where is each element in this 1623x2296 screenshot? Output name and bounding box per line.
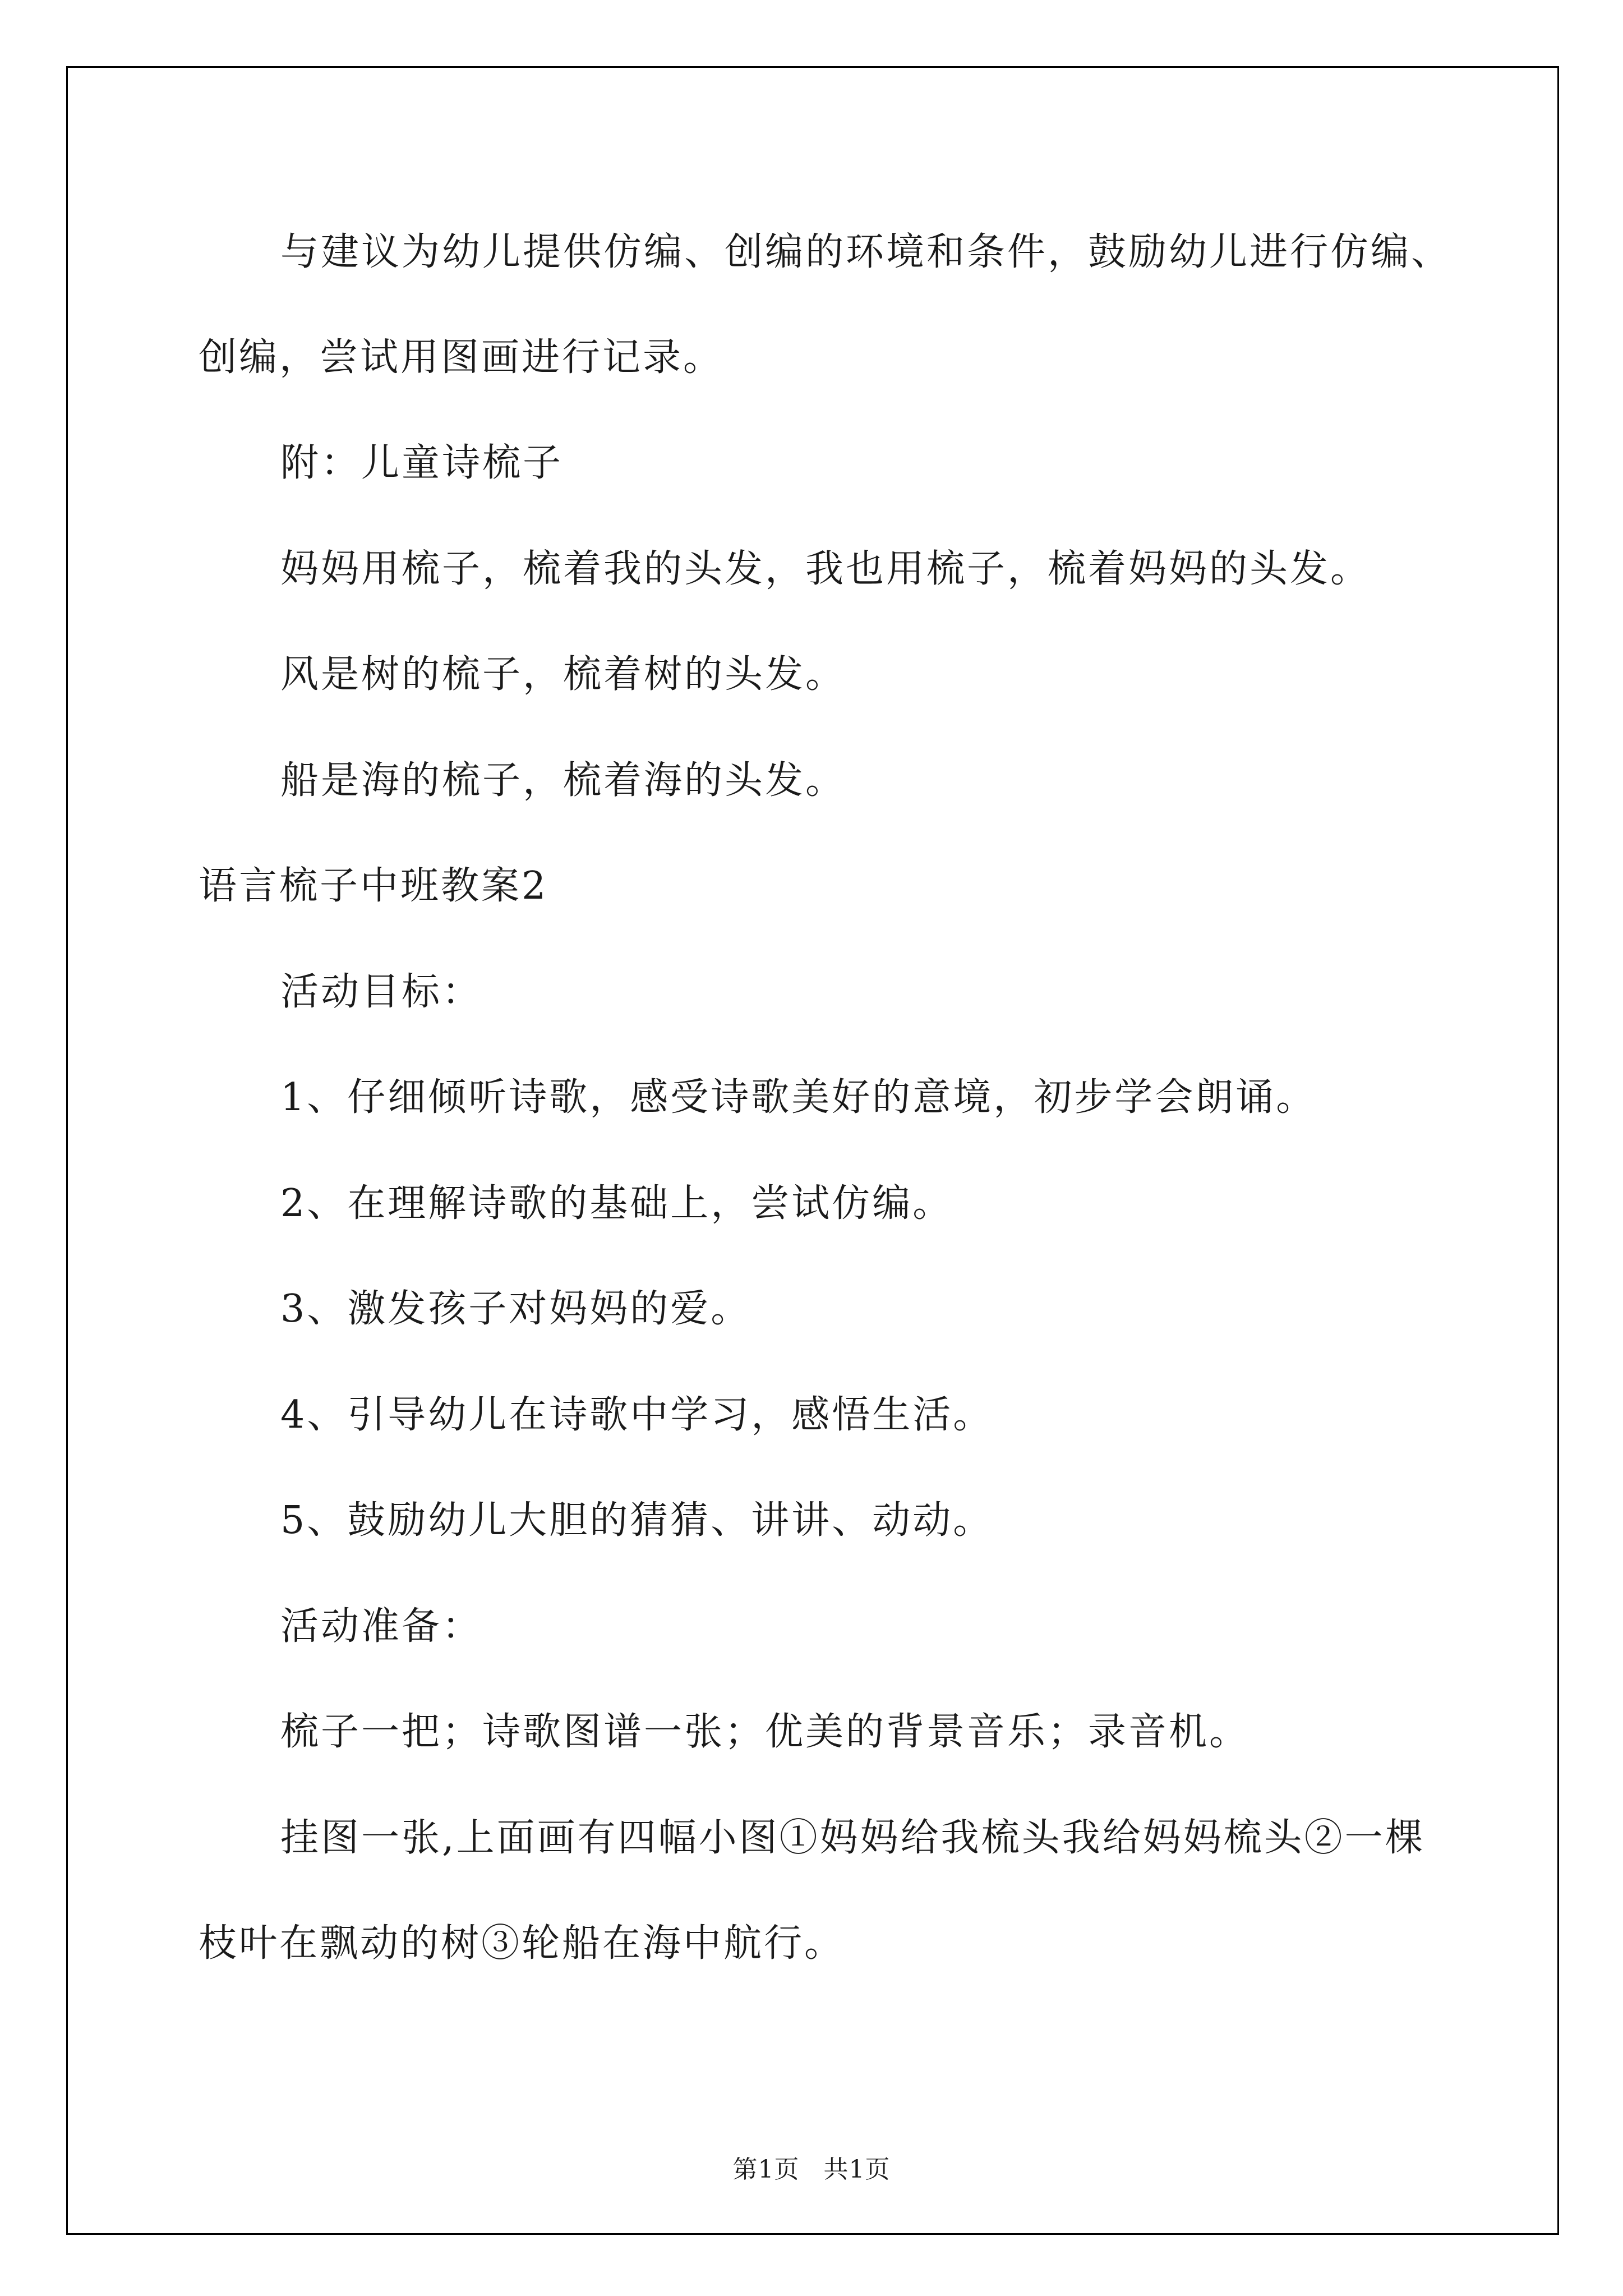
page-footer bbox=[0, 2153, 1623, 2187]
list-item: 4、引导幼儿在诗歌中学习，感悟生活。 bbox=[280, 1393, 994, 1437]
page-border bbox=[66, 66, 1559, 2235]
list-item: 5、鼓励幼儿大胆的猜猜、讲讲、动动。 bbox=[280, 1498, 994, 1543]
poem-line: 风是树的梳子，梳着树的头发。 bbox=[280, 652, 846, 697]
poem-line: 船是海的梳子，梳着海的头发。 bbox=[280, 758, 846, 803]
list-item: 2、在理解诗歌的基础上，尝试仿编。 bbox=[280, 1181, 953, 1226]
body-paragraph: 梳子一把；诗歌图谱一张；优美的背景音乐；录音机。 bbox=[280, 1710, 1250, 1754]
body-paragraph: 挂图一张,上面画有四幅小图①妈妈给我梳头我给妈妈梳头②一棵 bbox=[280, 1816, 1426, 1860]
appendix-heading: 附：儿童诗梳子 bbox=[280, 441, 564, 485]
section-title: 语言梳子中班教案2 bbox=[199, 864, 548, 908]
total-pages: 共1页 bbox=[823, 2155, 891, 2184]
list-item: 1、仔细倾听诗歌，感受诗歌美好的意境，初步学会朗诵。 bbox=[280, 1075, 1317, 1120]
body-paragraph: 创编，尝试用图画进行记录。 bbox=[199, 335, 724, 380]
section-heading: 活动准备： bbox=[280, 1604, 483, 1649]
section-heading: 活动目标： bbox=[280, 970, 483, 1014]
list-item: 3、激发孩子对妈妈的爱。 bbox=[280, 1287, 751, 1331]
page-number: 第1页 bbox=[732, 2155, 800, 2184]
body-paragraph: 枝叶在飘动的树③轮船在海中航行。 bbox=[199, 1921, 845, 1966]
body-paragraph: 与建议为幼儿提供仿编、创编的环境和条件，鼓励幼儿进行仿编、 bbox=[280, 230, 1452, 274]
poem-line: 妈妈用梳子，梳着我的头发，我也用梳子，梳着妈妈的头发。 bbox=[280, 547, 1371, 591]
